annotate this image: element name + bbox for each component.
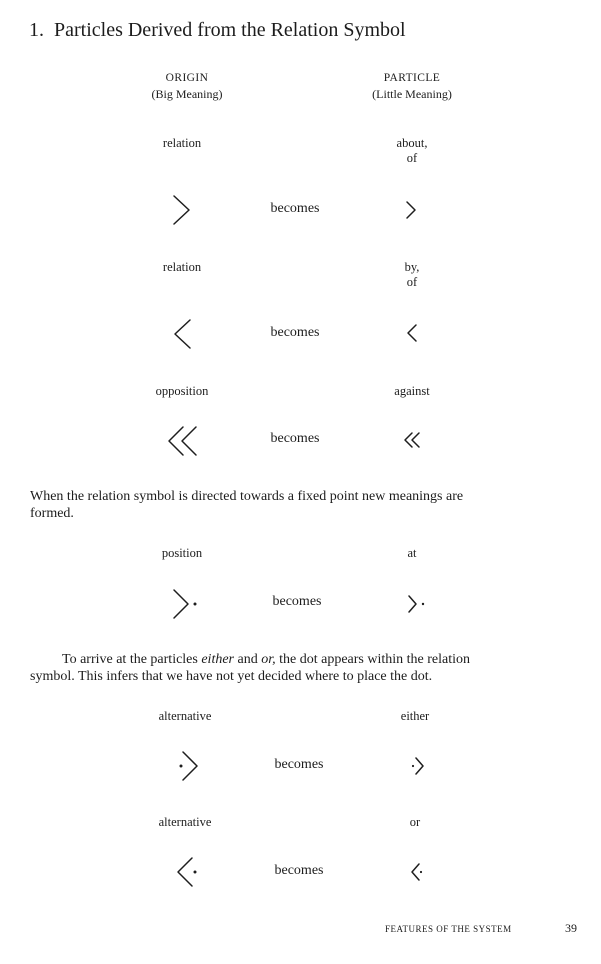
greater-than-particle-symbol <box>404 200 418 220</box>
less-than-particle-symbol <box>405 323 419 343</box>
particle-word <box>342 260 482 290</box>
greater-than-dot-particle-symbol <box>406 594 430 614</box>
becomes-label: becomes <box>270 201 320 216</box>
particle-word: or <box>409 815 421 829</box>
less-than-symbol <box>171 317 195 351</box>
paragraph-line: formed. <box>30 506 74 521</box>
origin-word: alternative <box>158 709 212 723</box>
paragraph-text: To arrive at the particles <box>62 652 202 667</box>
origin-word: opposition <box>155 384 209 398</box>
origin-word: relation <box>162 136 202 150</box>
becomes-label: becomes <box>270 431 320 446</box>
becomes-label: becomes <box>274 863 324 878</box>
running-footer-title: FEATURES OF THE SYSTEM <box>385 924 512 934</box>
becomes-label: becomes <box>270 325 320 340</box>
paragraph-line: When the relation symbol is directed towards a fixed point new meanings are <box>30 489 464 504</box>
double-less-than-particle-symbol <box>402 430 422 450</box>
particle-word <box>342 384 482 399</box>
paragraph-relation-fixed-point <box>30 488 463 522</box>
section-title <box>29 19 406 42</box>
paragraph-text: and <box>234 652 262 667</box>
less-than-inner-dot-particle-symbol <box>408 862 426 882</box>
origin-header-label: ORIGIN <box>165 72 209 84</box>
paragraph-line: symbol. This infers that we have not yet decided where to place the dot. <box>30 669 433 684</box>
less-than-inner-dot-symbol <box>174 855 202 889</box>
section-number: 1. <box>29 19 44 41</box>
greater-than-inner-dot-symbol <box>174 749 202 783</box>
particle-column-header <box>332 70 492 102</box>
greater-than-symbol <box>170 193 194 227</box>
origin-word: relation <box>162 260 202 274</box>
page-number: 39 <box>565 921 577 935</box>
origin-word: alternative <box>158 815 212 829</box>
becomes-label: becomes <box>272 594 322 609</box>
origin-column-header <box>107 70 267 102</box>
origin-word: position <box>161 546 203 560</box>
greater-than-dot-symbol <box>170 587 206 621</box>
section-title-text: Particles Derived from the Relation Symbol <box>54 19 406 41</box>
becomes-label: becomes <box>274 757 324 772</box>
particle-word-line: against <box>394 384 430 398</box>
paragraph-text: the dot appears within the relation <box>275 652 471 667</box>
particle-word <box>342 136 482 166</box>
particle-header-sublabel: (Little Meaning) <box>372 87 452 101</box>
emphasis-or: or, <box>261 652 276 667</box>
particle-word-line: by, <box>404 260 420 274</box>
particle-word-line: about, <box>396 136 428 150</box>
particle-word-line: of <box>406 275 418 289</box>
origin-header-sublabel: (Big Meaning) <box>151 87 223 101</box>
particle-header-label: PARTICLE <box>383 72 441 84</box>
paragraph-line <box>30 651 470 668</box>
paragraph-either-or <box>30 651 470 685</box>
particle-word: either <box>400 709 430 723</box>
emphasis-either: either <box>201 652 234 667</box>
greater-than-inner-dot-particle-symbol <box>410 756 428 776</box>
particle-word: at <box>407 546 417 560</box>
particle-word-line: of <box>406 151 418 165</box>
double-less-than-symbol <box>165 424 201 458</box>
